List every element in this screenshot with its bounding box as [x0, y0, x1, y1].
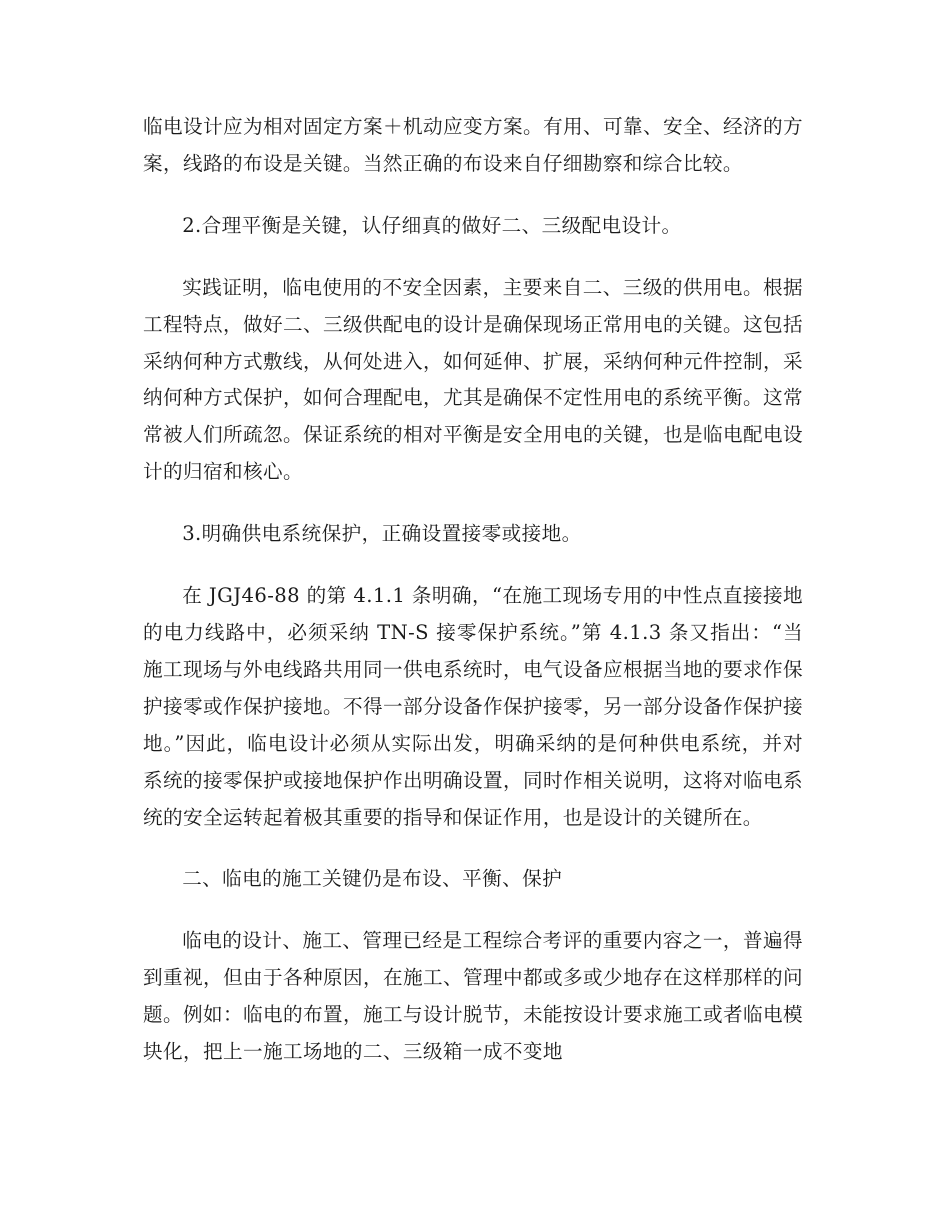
paragraph-spacer — [143, 245, 803, 270]
paragraph-practice: 实践证明，临电使用的不安全因素，主要来自二、三级的供用电。根据工程特点，做好二、三级供配电的设计是确保现场正常用电的关键。这包括采纳何种方式敷线，从何处进入，如何延伸、扩展，采纳何种元件控制，采纳何种方式保护，如何合理配电，尤其是确保不定性用电的系统平衡。这常常被人们所疏忽。保证系统的相对平衡是安全用电的关键，也是临电配电设计的归宿和核心。 — [143, 275, 803, 484]
paragraph-spacer — [143, 491, 803, 516]
paragraph-spacer — [143, 836, 803, 861]
heading-item-2: 2.合理平衡是关键，认仔细真的做好二、三级配电设计。 — [182, 213, 682, 237]
document-body — [143, 109, 803, 1071]
section-heading-2: 二、临电的施工关键仍是布设、平衡、保护 — [182, 867, 563, 891]
paragraph-construction: 临电的设计、施工、管理已经是工程综合考评的重要内容之一，普遍得到重视，但由于各种原因，在施工、管理中都或多或少地存在这样那样的问题。例如：临电的布置，施工与设计脱节，未能按设计要求施工或者临电模块化，把上一施工场地的二、三级箱一成不变地 — [143, 929, 803, 1064]
paragraph-spacer — [143, 553, 803, 578]
paragraph-intro: 临电设计应为相对固定方案＋机动应变方案。有用、可靠、安全、经济的方案，线路的布设是关键。当然正确的布设来自仔细勘察和综合比较。 — [143, 115, 803, 175]
paragraph-spacer — [143, 183, 803, 208]
paragraph-standard: 在 JGJ46-88 的第 4.1.1 条明确，“在施工现场专用的中性点直接接地的电力线路中，必须采纳 TN-S 接零保护系统。”第 4.1.3 条又指出：“当施工现场与外电线路共用同一供电系统时，电气设备应根据当地的要求作保护接零或作保护接地。不得一部分设备作保护接零，另一部分设备作保护接地。”因此，临电设计必须从实际出发，明确采纳的是何种供电系统，并对系统的接零保护或接地保护作出明确设置，同时作相关说明，这将对临电系统的安全运转起着极其重要的指导和保证作用，也是设计的关键所在。 — [143, 584, 803, 829]
heading-item-3: 3.明确供电系统保护，正确设置接零或接地。 — [182, 522, 582, 546]
paragraph-spacer — [143, 898, 803, 923]
